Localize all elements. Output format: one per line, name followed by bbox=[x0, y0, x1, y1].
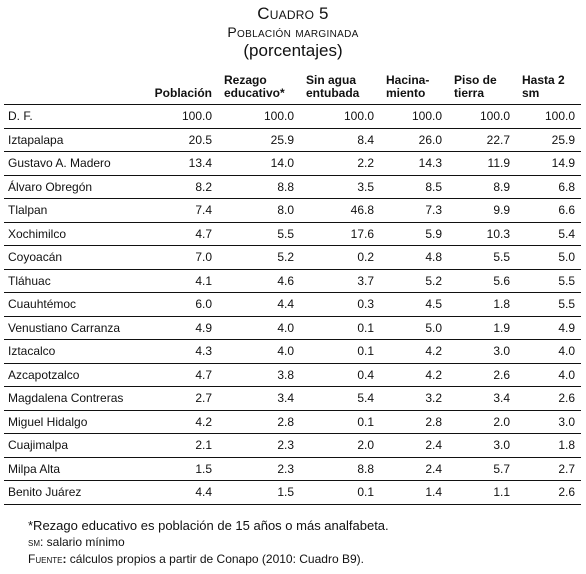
row-label: Magdalena Contreras bbox=[8, 391, 124, 406]
table-cell: 2.3 bbox=[277, 461, 294, 476]
table-cell: 100.0 bbox=[343, 109, 374, 124]
table-cell: 4.6 bbox=[277, 273, 294, 288]
table-caption bbox=[0, 0, 586, 61]
marginalized-population-table bbox=[4, 74, 581, 505]
table-cell: 1.9 bbox=[493, 320, 510, 335]
table-cell: 5.5 bbox=[558, 273, 575, 288]
row-label: Venustiano Carranza bbox=[8, 320, 121, 335]
table-cell: 100.0 bbox=[181, 109, 212, 124]
table-cell: 8.5 bbox=[425, 179, 442, 194]
table-cell: 3.8 bbox=[277, 367, 294, 382]
table-cell: 2.6 bbox=[493, 367, 510, 382]
table-cell: 3.2 bbox=[425, 391, 442, 406]
table-cell: 5.9 bbox=[425, 226, 442, 241]
table-cell: 2.6 bbox=[558, 391, 575, 406]
table-row bbox=[4, 222, 581, 246]
header-empty bbox=[4, 74, 144, 105]
table-cell: 0.1 bbox=[357, 320, 374, 335]
table-cell: 5.4 bbox=[357, 391, 374, 406]
table-cell: 0.3 bbox=[357, 297, 374, 312]
table-cell: 4.8 bbox=[425, 250, 442, 265]
table-cell: 4.9 bbox=[195, 320, 212, 335]
table-cell: 4.5 bbox=[425, 297, 442, 312]
table-cell: 8.0 bbox=[277, 203, 294, 218]
caption-title: Población marginada bbox=[227, 24, 359, 40]
table-cell: 2.0 bbox=[493, 414, 510, 429]
table-cell: 3.5 bbox=[357, 179, 374, 194]
table-row bbox=[4, 269, 581, 293]
table-cell: 4.2 bbox=[195, 414, 212, 429]
table-cell: 1.8 bbox=[558, 438, 575, 453]
table-cell: 4.0 bbox=[277, 320, 294, 335]
table-cell: 9.9 bbox=[493, 203, 510, 218]
note-rezago: *Rezago educativo es población de 15 años o más analfabeta. bbox=[28, 518, 389, 533]
table-cell: 4.0 bbox=[277, 344, 294, 359]
table-cell: 5.5 bbox=[558, 297, 575, 312]
table-cell: 4.1 bbox=[195, 273, 212, 288]
row-label: Cuajimalpa bbox=[8, 438, 69, 453]
table-cell: 3.0 bbox=[493, 438, 510, 453]
table-cell: 5.2 bbox=[277, 250, 294, 265]
table-cell: 11.9 bbox=[487, 156, 510, 171]
table-cell: 25.9 bbox=[551, 132, 575, 147]
table-cell: 14.0 bbox=[270, 156, 294, 171]
column-header: Hasta 2 sm bbox=[522, 73, 565, 100]
table-row bbox=[4, 387, 581, 411]
table-cell: 46.8 bbox=[350, 203, 374, 218]
table-row bbox=[4, 152, 581, 176]
table-cell: 4.2 bbox=[425, 367, 442, 382]
table-cell: 5.2 bbox=[425, 273, 442, 288]
table-cell: 3.0 bbox=[493, 344, 510, 359]
table-cell: 3.4 bbox=[277, 391, 294, 406]
table-cell: 4.4 bbox=[195, 485, 212, 500]
table-cell: 1.5 bbox=[195, 461, 212, 476]
row-label: Benito Juárez bbox=[8, 485, 82, 500]
table-cell: 100.0 bbox=[411, 109, 442, 124]
table-cell: 0.1 bbox=[357, 414, 374, 429]
table-cell: 0.4 bbox=[357, 367, 374, 382]
table-cell: 0.1 bbox=[357, 485, 374, 500]
row-label: Azcapotzalco bbox=[8, 367, 80, 382]
table-cell: 4.3 bbox=[195, 344, 212, 359]
table-cell: 8.8 bbox=[357, 461, 374, 476]
table-cell: 0.2 bbox=[357, 250, 374, 265]
table-cell: 5.5 bbox=[277, 226, 294, 241]
row-label: Álvaro Obregón bbox=[8, 179, 93, 194]
table-row bbox=[4, 105, 581, 129]
table-cell: 1.4 bbox=[425, 485, 442, 500]
row-label: Tláhuac bbox=[8, 273, 51, 288]
note-salario-text: : salario mínimo bbox=[40, 535, 125, 549]
note-source-label: Fuente bbox=[28, 552, 63, 566]
table-cell: 8.2 bbox=[195, 179, 212, 194]
table-cell: 1.1 bbox=[493, 485, 510, 500]
table-cell: 7.3 bbox=[425, 203, 442, 218]
table-cell: 7.0 bbox=[195, 250, 212, 265]
table-cell: 22.7 bbox=[486, 132, 510, 147]
row-label: Xochimilco bbox=[8, 226, 67, 241]
table-cell: 4.0 bbox=[558, 367, 575, 382]
table-cell: 4.2 bbox=[425, 344, 442, 359]
caption-number: Cuadro 5 bbox=[257, 4, 329, 23]
table-row bbox=[4, 175, 581, 199]
table-row bbox=[4, 340, 581, 364]
row-label: Iztapalapa bbox=[8, 132, 64, 147]
row-label: Miguel Hidalgo bbox=[8, 414, 88, 429]
table-cell: 2.7 bbox=[558, 461, 575, 476]
table-cell: 13.4 bbox=[188, 156, 212, 171]
table-cell: 6.6 bbox=[558, 203, 575, 218]
table-row bbox=[4, 410, 581, 434]
table-cell: 100.0 bbox=[479, 109, 510, 124]
table-cell: 4.7 bbox=[195, 367, 212, 382]
table-cell: 14.3 bbox=[418, 156, 442, 171]
table-row bbox=[4, 199, 581, 223]
table-cell: 2.8 bbox=[277, 414, 294, 429]
table-cell: 1.5 bbox=[277, 485, 294, 500]
row-label: Coyoacán bbox=[8, 250, 63, 265]
table-body bbox=[4, 105, 581, 505]
table-row bbox=[4, 363, 581, 387]
table-cell: 5.7 bbox=[493, 461, 510, 476]
row-label: Cuauhtémoc bbox=[8, 297, 77, 312]
row-label: Gustavo A. Madero bbox=[8, 156, 111, 171]
table-row bbox=[4, 293, 581, 317]
table-cell: 5.0 bbox=[558, 250, 575, 265]
table-cell: 6.0 bbox=[195, 297, 212, 312]
column-header: Sin agua entubada bbox=[306, 73, 360, 100]
row-label: Tlalpan bbox=[8, 203, 48, 218]
column-header: Piso de tierra bbox=[454, 73, 497, 100]
table-cell: 5.6 bbox=[493, 273, 510, 288]
row-label: D. F. bbox=[8, 109, 33, 124]
table-header-row bbox=[4, 74, 581, 105]
caption-units: (porcentajes) bbox=[243, 41, 343, 60]
row-label: Milpa Alta bbox=[8, 461, 61, 476]
note-source-text: cálculos propios a partir de Conapo (2010: Cuadro B9). bbox=[66, 552, 364, 566]
table-cell: 5.4 bbox=[558, 226, 575, 241]
table-cell: 14.9 bbox=[551, 156, 575, 171]
table-cell: 8.4 bbox=[357, 132, 374, 147]
table-row bbox=[4, 316, 581, 340]
table-cell: 2.6 bbox=[558, 485, 575, 500]
table-cell: 10.3 bbox=[486, 226, 510, 241]
table-cell: 2.8 bbox=[425, 414, 442, 429]
table-cell: 1.8 bbox=[493, 297, 510, 312]
table-cell: 2.2 bbox=[357, 156, 374, 171]
table-cell: 100.0 bbox=[544, 109, 575, 124]
row-label: Iztacalco bbox=[8, 344, 56, 359]
table-cell: 5.5 bbox=[493, 250, 510, 265]
table-cell: 0.1 bbox=[357, 344, 374, 359]
table-cell: 2.4 bbox=[425, 438, 442, 453]
table-cell: 2.3 bbox=[277, 438, 294, 453]
table-cell: 20.5 bbox=[188, 132, 212, 147]
table-row bbox=[4, 481, 581, 505]
table-cell: 4.0 bbox=[558, 344, 575, 359]
table-cell: 4.7 bbox=[195, 226, 212, 241]
note-source bbox=[28, 551, 389, 568]
table-cell: 4.4 bbox=[277, 297, 294, 312]
table-cell: 2.7 bbox=[195, 391, 212, 406]
table-cell: 26.0 bbox=[418, 132, 442, 147]
table-row bbox=[4, 128, 581, 152]
table-row bbox=[4, 457, 581, 481]
table-notes bbox=[28, 517, 389, 568]
table-cell: 8.8 bbox=[277, 179, 294, 194]
table-cell: 8.9 bbox=[493, 179, 510, 194]
table-row bbox=[4, 246, 581, 270]
table-row bbox=[4, 434, 581, 458]
table-cell: 3.7 bbox=[357, 273, 374, 288]
table-cell: 5.0 bbox=[425, 320, 442, 335]
note-source-sep: : bbox=[62, 552, 67, 566]
table-cell: 2.0 bbox=[357, 438, 374, 453]
table-cell: 2.1 bbox=[195, 438, 212, 453]
table-cell: 100.0 bbox=[263, 109, 294, 124]
table-cell: 25.9 bbox=[270, 132, 294, 147]
table-cell: 3.4 bbox=[493, 391, 510, 406]
table-cell: 3.0 bbox=[558, 414, 575, 429]
column-header: Población bbox=[154, 86, 212, 100]
table-cell: 17.6 bbox=[350, 226, 374, 241]
column-header: Hacina- miento bbox=[386, 73, 430, 100]
table-cell: 6.8 bbox=[558, 179, 575, 194]
note-salario-abbr: sm bbox=[28, 535, 40, 549]
column-header: Rezago educativo* bbox=[224, 73, 285, 100]
note-salario bbox=[28, 534, 389, 551]
table-cell: 4.9 bbox=[558, 320, 575, 335]
table-cell: 2.4 bbox=[425, 461, 442, 476]
table-cell: 7.4 bbox=[195, 203, 212, 218]
